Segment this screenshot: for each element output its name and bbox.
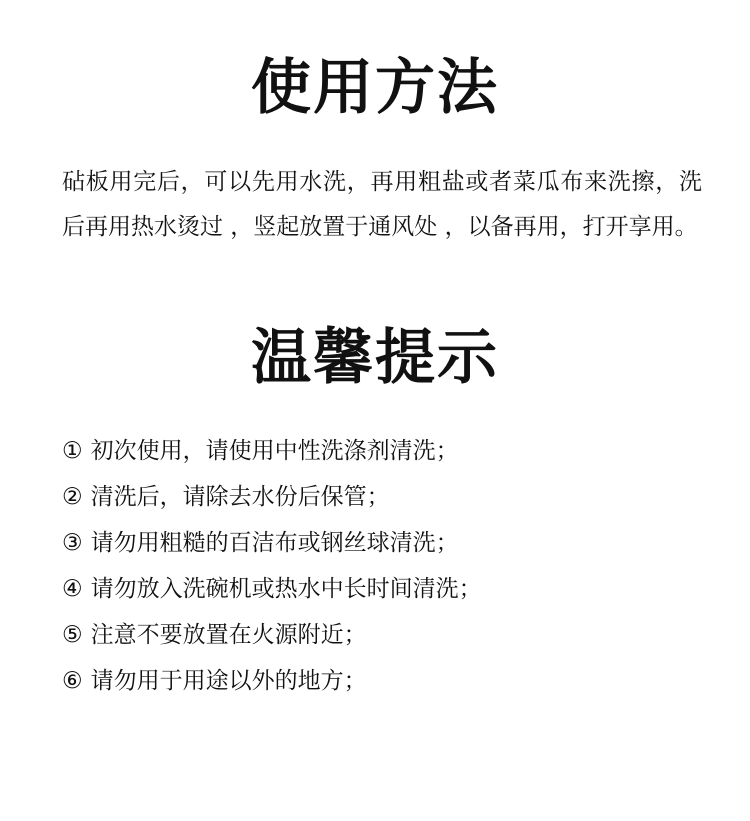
tip-item-6 xyxy=(62,658,702,704)
tip-number: ⑥ xyxy=(62,668,83,694)
tips-list xyxy=(62,428,702,704)
tip-number: ④ xyxy=(62,576,83,602)
usage-title: 使用方法 xyxy=(251,53,499,123)
tip-number: ② xyxy=(62,484,83,510)
tip-item-2 xyxy=(62,474,702,520)
tips-title: 温馨提示 xyxy=(251,323,499,393)
tip-text: 请勿用粗糙的百洁布或钢丝球清洗； xyxy=(90,530,459,556)
tip-number: ① xyxy=(62,438,83,464)
tip-number: ⑤ xyxy=(62,622,83,648)
tip-text: 注意不要放置在火源附近； xyxy=(90,622,367,648)
tip-text: 请勿用于用途以外的地方； xyxy=(90,668,367,694)
tip-text: 初次使用，请使用中性洗涤剂清洗； xyxy=(90,438,459,464)
tip-item-4 xyxy=(62,566,702,612)
tip-item-1 xyxy=(62,428,702,474)
tip-text: 请勿放入洗碗机或热水中长时间清洗； xyxy=(90,576,482,602)
tip-text: 清洗后，请除去水份后保管； xyxy=(90,484,390,510)
tip-item-5 xyxy=(62,612,702,658)
tip-number: ③ xyxy=(62,530,83,556)
usage-instructions: 砧板用完后，可以先用水洗，再用粗盐或者菜瓜布来洗擦，洗后再用热水烫过 ，竖起放置于通风处 ，以备再用，打开享用。 xyxy=(62,169,702,240)
tip-item-3 xyxy=(62,520,702,566)
